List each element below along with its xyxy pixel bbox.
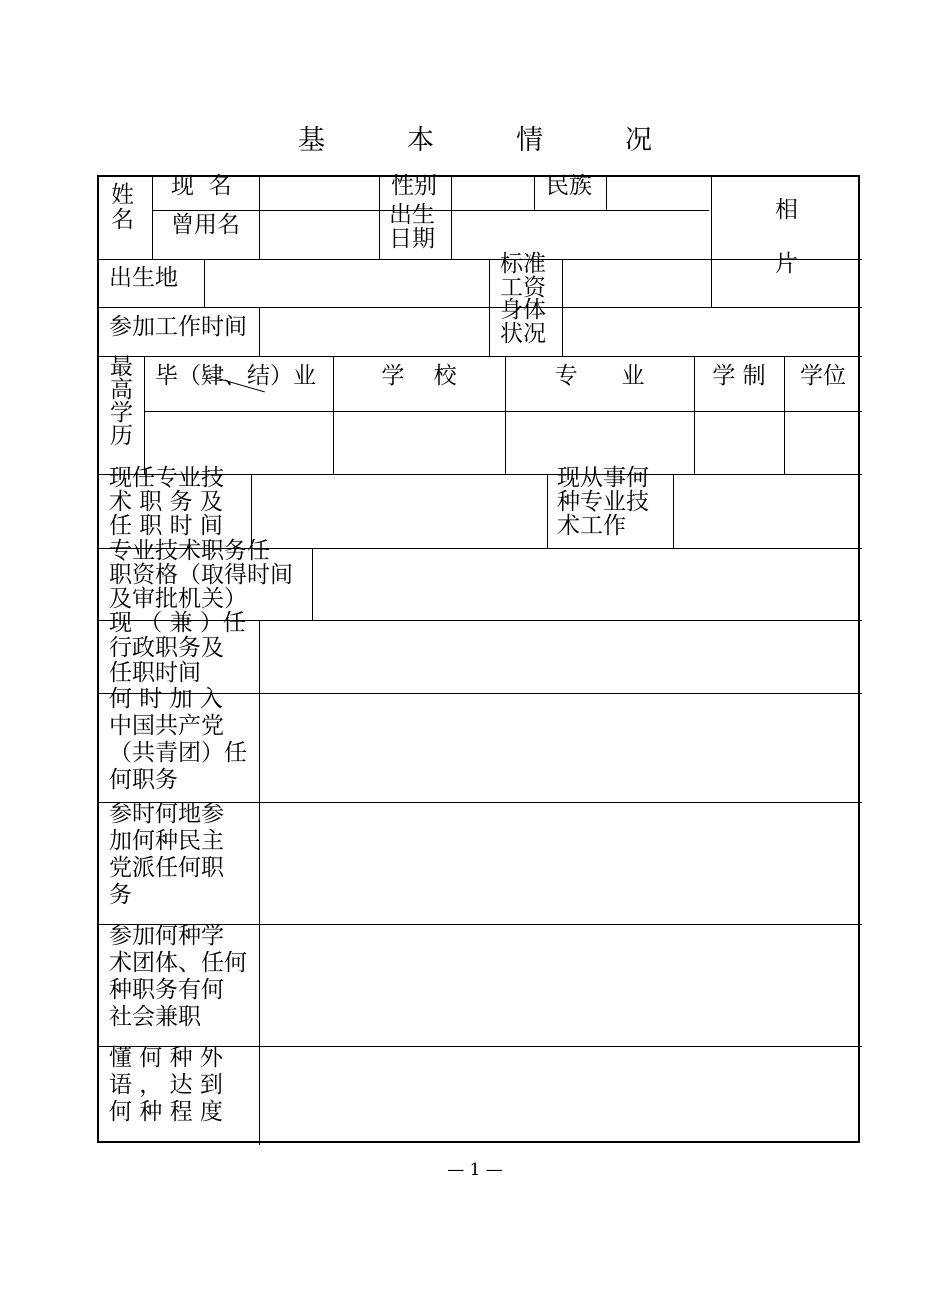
current-tech-position-label: 现任专业技 术 职 务 及 任 职 时 间: [109, 465, 224, 539]
admin-position-value[interactable]: [260, 621, 862, 693]
birth-date-label: 出生 日期: [389, 202, 435, 252]
admin-position-label: 现 （ 兼 ）任 行政职务及 任职时间: [109, 610, 246, 686]
democratic-party-label: 参时何地参 加何种民主 党派任何职 务: [109, 801, 224, 908]
school-label: 学 校: [381, 363, 457, 389]
tech-qualification-label: 专业技术职务任 职资格（取得时间 及审批机关）: [109, 538, 293, 612]
birth-date-value[interactable]: [452, 211, 711, 259]
gender-value[interactable]: [452, 178, 534, 210]
work-start-time-value[interactable]: [260, 308, 489, 356]
degree-label: 学位: [800, 363, 846, 389]
standard-salary-label: 标准 工资: [500, 251, 546, 301]
basic-info-form: [97, 175, 860, 1143]
tech-qualification-value[interactable]: [313, 549, 862, 620]
work-start-time-label: 参加工作时间: [109, 314, 247, 340]
major-label: 专 业: [554, 363, 645, 389]
ethnicity-label: 民族: [546, 173, 592, 199]
foreign-language-value[interactable]: [260, 1047, 862, 1143]
ethnicity-value[interactable]: [607, 178, 711, 210]
birthplace-label: 出生地: [109, 265, 178, 291]
photo-box[interactable]: [712, 177, 862, 307]
current-name-label: 现 名: [171, 173, 232, 199]
current-tech-work-value[interactable]: [674, 475, 862, 548]
party-info-label: 何 时 加 入 中国共产党 （共青团）任 何职务: [109, 686, 247, 793]
graduation-label: 毕（肄、结）业: [155, 363, 316, 389]
current-name-value[interactable]: [260, 178, 378, 210]
name-label: 姓 名: [111, 182, 134, 233]
current-tech-work-label: 现从事何 种专业技 术工作: [557, 465, 649, 539]
page-number: — 1 —: [447, 1160, 503, 1180]
foreign-language-label: 懂 何 种 外 语 ， 达 到 何 种 程 度: [109, 1045, 223, 1125]
birthplace-value[interactable]: [205, 260, 489, 307]
duration-label: 学 制: [712, 363, 766, 389]
school-value[interactable]: [334, 412, 505, 474]
degree-value[interactable]: [785, 412, 862, 474]
academic-groups-value[interactable]: [260, 925, 862, 1046]
current-tech-position-value[interactable]: [252, 475, 547, 548]
health-status-label: 身体 状况: [500, 297, 546, 347]
gender-label: 性别: [391, 173, 437, 199]
duration-value[interactable]: [695, 412, 784, 474]
highest-education-label: 最 高 学 历: [110, 354, 133, 449]
party-info-value[interactable]: [260, 694, 862, 802]
health-status-value[interactable]: [563, 308, 862, 356]
former-name-label: 曾用名: [171, 212, 240, 238]
democratic-party-value[interactable]: [260, 803, 862, 924]
standard-salary-value[interactable]: [563, 260, 711, 307]
academic-groups-label: 参加何种学 术团体、任何 种职务有何 社会兼职: [109, 923, 247, 1030]
photo-label: 相 片: [775, 197, 798, 277]
former-name-value[interactable]: [260, 211, 378, 259]
page-title: 基本情况: [298, 125, 734, 156]
